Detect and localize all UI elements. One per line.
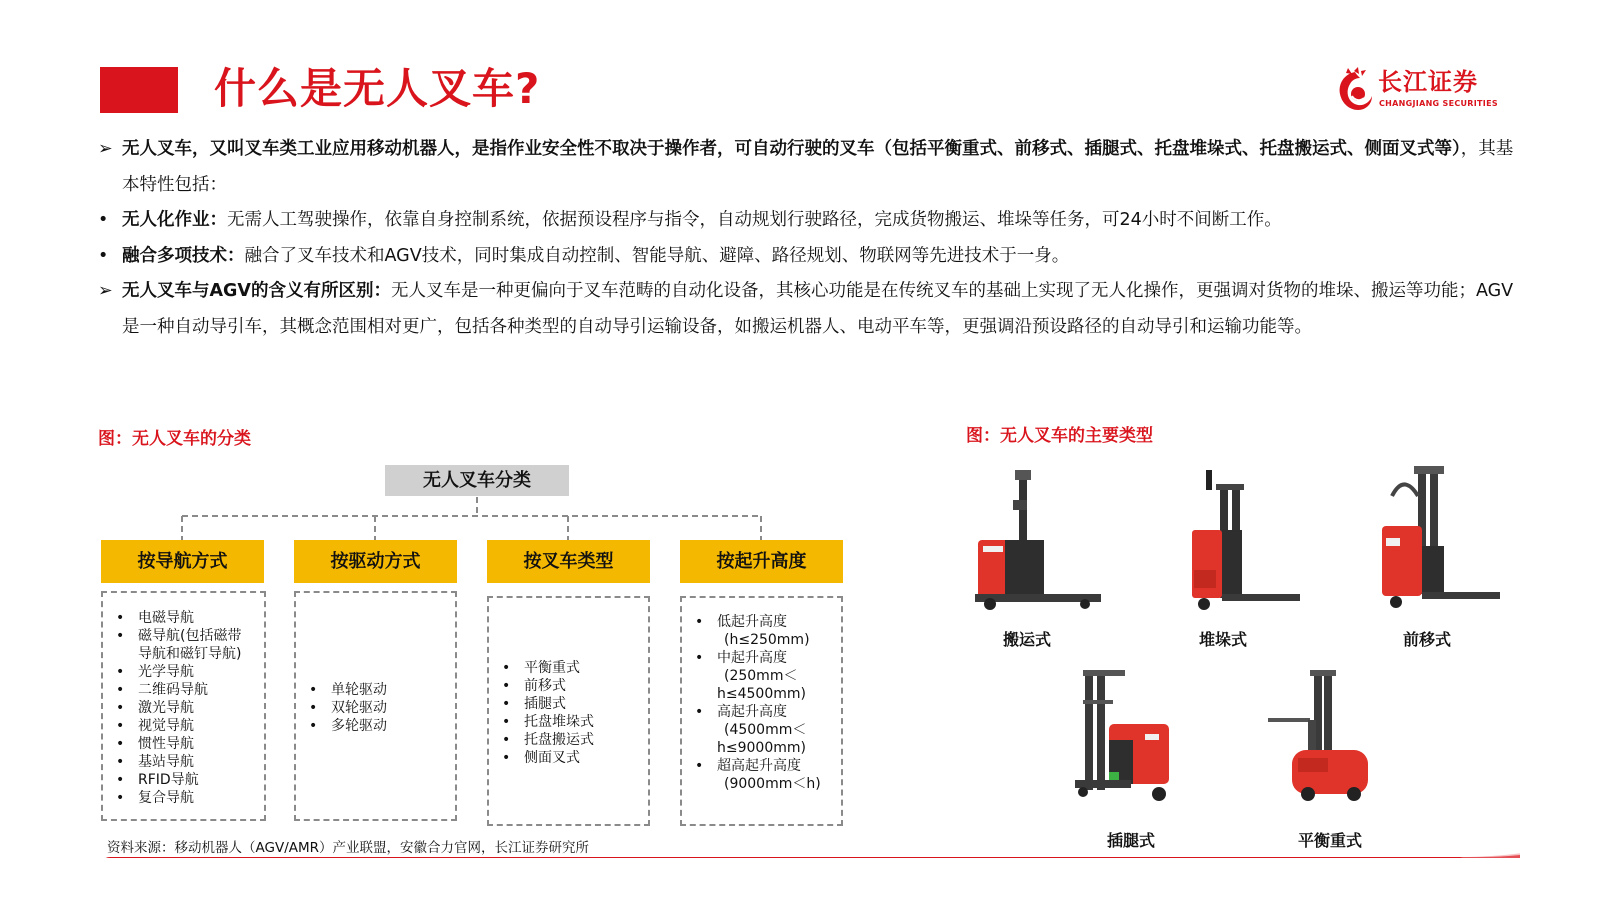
dot-bullet-icon: • — [98, 246, 109, 266]
category-lift-height: 按起升高度 — [680, 540, 843, 583]
list-item: (h≤250mm) — [724, 632, 810, 648]
vehicle-label-counterbalance: 平衡重式 — [1297, 831, 1362, 850]
list-item: • 中起升高度 — [682, 649, 841, 667]
list-item: • 托盘搬运式 — [489, 731, 648, 749]
list-item: • 磁导航(包括磁带 — [103, 627, 264, 645]
page-title: 什么是无人叉车? — [214, 64, 541, 113]
pallet-truck-image — [975, 470, 1105, 620]
drive-list — [296, 681, 455, 735]
unmanned-bold: 无人化作业： — [122, 210, 227, 230]
technology-rest: 融合了叉车技术和AGV技术，同时集成自动控制、智能导航、避障、路径规划、物联网等先进技术于一身。 — [244, 246, 1070, 266]
navigation-list — [103, 609, 264, 807]
list-item: • 托盘堆垛式 — [489, 713, 648, 731]
vehicle-label-straddle: 插腿式 — [1106, 831, 1155, 850]
left-figure-caption: 图：无人叉车的分类 — [98, 429, 251, 449]
unmanned-rest: 无需人工驾驶操作，依靠自身控制系统，依据预设程序与指令，自动规划行驶路径，完成货物搬运、堆垛等任务，可24小时不间断工作。 — [227, 210, 1282, 230]
list-item: • 高起升高度 — [682, 703, 841, 721]
navigation-list-box — [101, 591, 266, 821]
list-item: • 电磁导航 — [103, 609, 264, 627]
arrow-bullet-icon: ➢ — [98, 281, 113, 301]
list-item: 导航和磁钉导航) — [138, 646, 242, 662]
straddle-truck-image — [1075, 670, 1185, 820]
agv-difference-rest: 无人叉车是一种更偏向于叉车范畴的自动化设备，其核心功能是在传统叉车的基础上实现了无人化操作，更强调对货物的堆垛、搬运等功能；AGV是一种自动导引车，其概念范围相对更广，包括各种类型的自动导引运输设备，如搬运机器人、电动平车等，更强调沿预设路径的自动导引和运输功能等。 — [122, 281, 1514, 337]
definition-bold: 无人叉车，又叫叉车类工业应用移动机器人，是指作业安全性不取决于操作者，可自动行驶的叉车（包括平衡重式、前移式、插腿式、托盘堆垛式、托盘搬运式、侧面叉式等） — [122, 139, 1461, 159]
list-item: • 平衡重式 — [489, 659, 648, 677]
definition-rest: ，其基本特性包括： — [122, 139, 1514, 195]
list-item: (4500mm＜ — [724, 722, 807, 738]
list-item: • 侧面叉式 — [489, 749, 648, 767]
list-item: • 惯性导航 — [103, 735, 264, 753]
footer-red-bar — [100, 836, 1520, 858]
list-item: (9000mm＜h) — [724, 776, 821, 792]
footer-slogan-left: 汇聚财智 — [160, 863, 224, 874]
list-item: • 前移式 — [489, 677, 648, 695]
forklift-type-list-box — [487, 596, 650, 826]
lift-height-list — [682, 613, 841, 793]
list-item: • 超高起升高度 — [682, 757, 841, 775]
list-item: • 双轮驱动 — [296, 699, 455, 717]
lift-height-list-box — [680, 596, 843, 826]
dot-bullet-icon: • — [98, 210, 109, 230]
list-item: h≤4500mm) — [717, 686, 806, 702]
arrow-bullet-icon: ➢ — [98, 139, 113, 159]
list-item: • 激光导航 — [103, 699, 264, 717]
list-item: • 二维码导航 — [103, 681, 264, 699]
list-item: • 复合导航 — [103, 789, 264, 807]
logo-chinese-text: 长江证券 — [1378, 68, 1478, 96]
category-forklift-type: 按叉车类型 — [487, 540, 650, 583]
list-item: h≤9000mm) — [717, 740, 806, 756]
list-item: • 视觉导航 — [103, 717, 264, 735]
list-item: • 低起升高度 — [682, 613, 841, 631]
list-item: • 基站导航 — [103, 753, 264, 771]
list-item: • RFID导航 — [103, 771, 264, 789]
list-item: • 插腿式 — [489, 695, 648, 713]
vehicle-label-reach: 前移式 — [1402, 630, 1451, 649]
classification-root-box: 无人叉车分类 — [385, 465, 569, 496]
right-figure-caption: 图：无人叉车的主要类型 — [966, 426, 1153, 446]
logo-english-text: CHANGJIANG SECURITIES — [1379, 99, 1498, 108]
list-item: (250mm＜ — [724, 668, 798, 684]
source-note: 资料来源：移动机器人（AGV/AMR）产业联盟，安徽合力官网，长江证券研究所 — [107, 840, 590, 856]
technology-bold: 融合多项技术： — [122, 246, 245, 266]
counterbalance-truck-image — [1268, 670, 1378, 820]
reach-truck-image — [1382, 466, 1502, 616]
drive-list-box — [294, 591, 457, 821]
list-item: • 单轮驱动 — [296, 681, 455, 699]
forklift-type-list — [489, 659, 648, 767]
stacker-image — [1192, 470, 1302, 620]
list-item: • 多轮驱动 — [296, 717, 455, 735]
footer-slogan-right: 共享成长 — [267, 863, 331, 874]
category-drive: 按驱动方式 — [294, 540, 457, 583]
category-navigation: 按导航方式 — [101, 540, 264, 583]
vehicle-label-stacker: 堆垛式 — [1198, 630, 1247, 649]
vehicle-label-pallet: 搬运式 — [1002, 630, 1051, 649]
list-item: • 光学导航 — [103, 663, 264, 681]
agv-difference-bold: 无人叉车与AGV的含义有所区别： — [122, 281, 391, 301]
